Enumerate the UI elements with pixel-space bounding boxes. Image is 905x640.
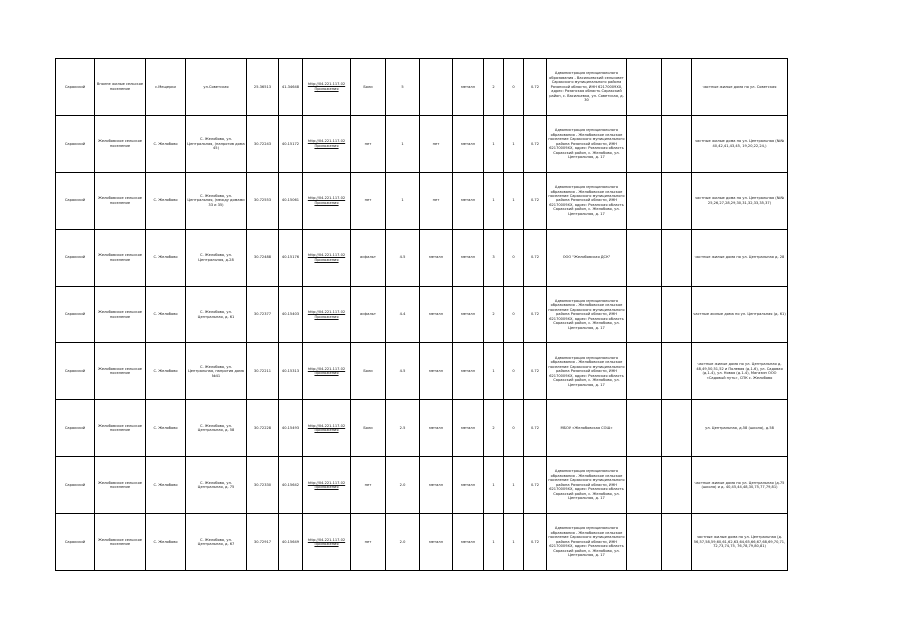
container-count2-cell: 0 bbox=[504, 400, 524, 457]
settlement-cell: Желобовское сельское поселение bbox=[95, 115, 146, 172]
volume-cell: 0.72 bbox=[524, 514, 547, 571]
settlement-cell: Желобовское сельское поселение bbox=[95, 400, 146, 457]
owner-cell: Администрация муниципального образования - Васильевский сельсовет Саракского муниципального района Рязанской области, ИНН 62170009XX, адрес: Рязанская область Саракский район, с. Васильевка, ул. Советская, д. 30 bbox=[547, 59, 627, 116]
longitude-cell: 40.15642 bbox=[279, 457, 303, 514]
container-count-cell: 1 bbox=[484, 115, 504, 172]
empty-cell-b bbox=[662, 59, 692, 116]
settlement-cell: Желобовское сельское поселение bbox=[95, 229, 146, 286]
district-cell: Саракский bbox=[56, 172, 95, 229]
settlement-cell: Желобовское сельское поселение bbox=[95, 172, 146, 229]
link-cell[interactable]: http://04.221.117.02 Приложения bbox=[303, 59, 351, 116]
surface-cell: асфальт bbox=[351, 286, 386, 343]
source-cell: частные жилые дома по ул. Центральная (д.75 (школа) и д. 40,45,44,48,30,75,77,79,81) bbox=[692, 457, 788, 514]
empty-cell-a bbox=[627, 400, 662, 457]
district-cell: Саракский bbox=[56, 457, 95, 514]
empty-cell-b bbox=[662, 400, 692, 457]
link-cell[interactable]: http://04.221.117.02 Приложения bbox=[303, 514, 351, 571]
locality-cell: С. Желобово bbox=[146, 400, 186, 457]
latitude-cell: 30.72917 bbox=[247, 514, 279, 571]
material-cell: металл bbox=[453, 457, 484, 514]
container-count2-cell: 0 bbox=[504, 286, 524, 343]
container-count-cell: 1 bbox=[484, 172, 504, 229]
owner-cell: Администрация муниципального образования - Желобовское сельское поселение Саракского муниципального района Рязанской области, ИНН 62170009XX, адрес: Рязанская область Саракский район, с. Желобово, ул. Центральная, д. 17 bbox=[547, 172, 627, 229]
container-count-cell: 2 bbox=[484, 59, 504, 116]
surface-cell: нет bbox=[351, 514, 386, 571]
empty-cell-b bbox=[662, 115, 692, 172]
empty-cell-a bbox=[627, 514, 662, 571]
material-cell: металл bbox=[453, 229, 484, 286]
address-cell: С. Желобово, ул. Центральная, д. 75 bbox=[186, 457, 247, 514]
fence-cell: металл bbox=[420, 514, 453, 571]
container-count-cell: 3 bbox=[484, 229, 504, 286]
latitude-cell: 30.72377 bbox=[247, 286, 279, 343]
material-cell: металл bbox=[453, 400, 484, 457]
fence-cell: металл bbox=[420, 229, 453, 286]
empty-cell-a bbox=[627, 172, 662, 229]
table-row bbox=[56, 229, 788, 286]
link-cell[interactable]: http://04.221.117.02 Приложения bbox=[303, 115, 351, 172]
empty-cell-a bbox=[627, 115, 662, 172]
owner-cell: Администрация муниципального образования - Желобовское сельское поселение Саракского муниципального района Рязанской области, ИНН 62170009XX, адрес: Рязанская область Саракский район, с. Желобово, ул. Центральная, д. 17 bbox=[547, 457, 627, 514]
surface-cell: асфальт bbox=[351, 229, 386, 286]
district-cell: Саракский bbox=[56, 229, 95, 286]
fence-cell: металл bbox=[420, 343, 453, 400]
material-cell: металл bbox=[453, 59, 484, 116]
material-cell: металл bbox=[453, 115, 484, 172]
latitude-cell: 30.72211 bbox=[247, 343, 279, 400]
container-count2-cell: 1 bbox=[504, 457, 524, 514]
area-cell: 2.5 bbox=[386, 400, 420, 457]
table-row bbox=[56, 514, 788, 571]
surface-cell: Боли bbox=[351, 343, 386, 400]
material-cell: металл bbox=[453, 514, 484, 571]
source-cell: частные жилые дома по ул. Центральная (№№ 40,42,41,43,45, 19,20,22,24,) bbox=[692, 115, 788, 172]
locality-cell: С. Желобово bbox=[146, 343, 186, 400]
empty-cell-a bbox=[627, 229, 662, 286]
empty-cell-b bbox=[662, 229, 692, 286]
district-cell: Саракский bbox=[56, 343, 95, 400]
locality-cell: С. Желобово bbox=[146, 457, 186, 514]
locality-cell: С. Желобово bbox=[146, 115, 186, 172]
link-cell[interactable]: http://04.221.117.02 Приложения bbox=[303, 229, 351, 286]
surface-cell: Боли bbox=[351, 400, 386, 457]
latitude-cell: 25.36513 bbox=[247, 59, 279, 116]
latitude-cell: 30.72488 bbox=[247, 229, 279, 286]
table-row bbox=[56, 286, 788, 343]
owner-cell: Администрация муниципального образования - Желобовское сельское поселение Саракского муниципального района Рязанской области, ИНН 62170009XX, адрес: Рязанская область Саракский район, с. Желобово, ул. Центральная, д. 17 bbox=[547, 286, 627, 343]
owner-cell: Администрация муниципального образования - Желобовское сельское поселение Саракского муниципального района Рязанской области, ИНН 62170009XX, адрес: Рязанская область Саракский район, с. Желобово, ул. Центральная, д. 17 bbox=[547, 343, 627, 400]
material-cell: металл bbox=[453, 172, 484, 229]
table-row bbox=[56, 457, 788, 514]
longitude-cell: 40.15649 bbox=[279, 514, 303, 571]
latitude-cell: 30.72553 bbox=[247, 172, 279, 229]
area-cell: 2.0 bbox=[386, 457, 420, 514]
longitude-cell: 40.15176 bbox=[279, 229, 303, 286]
address-cell: С. Желобово, ул. Центральная, д. 61 bbox=[186, 286, 247, 343]
district-cell: Саракский bbox=[56, 59, 95, 116]
link-cell[interactable]: http://04.221.117.02 Приложения bbox=[303, 457, 351, 514]
fence-cell: нет bbox=[420, 172, 453, 229]
volume-cell: 0.72 bbox=[524, 172, 547, 229]
longitude-cell: 40.15061 bbox=[279, 172, 303, 229]
settlement-cell: Желобовское сельское поселение bbox=[95, 343, 146, 400]
container-count-cell: 1 bbox=[484, 514, 504, 571]
latitude-cell: 30.72243 bbox=[247, 115, 279, 172]
surface-cell: нет bbox=[351, 457, 386, 514]
district-cell: Саракский bbox=[56, 286, 95, 343]
volume-cell: 0.72 bbox=[524, 457, 547, 514]
volume-cell: 0.72 bbox=[524, 115, 547, 172]
link-cell[interactable]: http://04.221.117.02 Приложения bbox=[303, 286, 351, 343]
empty-cell-a bbox=[627, 286, 662, 343]
container-count2-cell: 0 bbox=[504, 229, 524, 286]
surface-cell: нет bbox=[351, 172, 386, 229]
container-count-cell: 1 bbox=[484, 343, 504, 400]
link-cell[interactable]: http://04.221.117.02 Приложения bbox=[303, 400, 351, 457]
area-cell: 1 bbox=[386, 115, 420, 172]
volume-cell: 0.72 bbox=[524, 286, 547, 343]
latitude-cell: 30.72228 bbox=[247, 400, 279, 457]
empty-cell-a bbox=[627, 343, 662, 400]
table-row bbox=[56, 172, 788, 229]
district-cell: Саракский bbox=[56, 400, 95, 457]
address-cell: С. Желобово, ул. Центральная, напротив дома №41 bbox=[186, 343, 247, 400]
source-cell: ул. Центральная, д.58 (школа), д.58 bbox=[692, 400, 788, 457]
table-row bbox=[56, 115, 788, 172]
table-row bbox=[56, 343, 788, 400]
longitude-cell: 40.15313 bbox=[279, 343, 303, 400]
container-count2-cell: 0 bbox=[504, 59, 524, 116]
material-cell: металл bbox=[453, 286, 484, 343]
owner-cell: Администрация муниципального образования - Желобовское сельское поселение Саракского муниципального района Рязанской области, ИНН 62170009XX, адрес: Рязанская область Саракский район, с. Желобово, ул. Центральная, д. 17 bbox=[547, 514, 627, 571]
source-cell: частные жилые дома по ул. Центральная (д. 56,57,58,59,60,61,62,63,64,65,66,67,68,69,70,71,72,73,74,75, 76,78,79,80,81) bbox=[692, 514, 788, 571]
locality-cell: С. Желобово bbox=[146, 229, 186, 286]
link-cell[interactable]: http://04.221.117.02 Приложения bbox=[303, 343, 351, 400]
table-row bbox=[56, 59, 788, 116]
locality-cell: С. Желобово bbox=[146, 172, 186, 229]
surface-cell: Боли bbox=[351, 59, 386, 116]
table-row bbox=[56, 400, 788, 457]
area-cell: 4.5 bbox=[386, 229, 420, 286]
district-cell: Саракский bbox=[56, 115, 95, 172]
surface-cell: нет bbox=[351, 115, 386, 172]
longitude-cell: 40.15493 bbox=[279, 400, 303, 457]
fence-cell: металл bbox=[420, 400, 453, 457]
address-cell: С. Желобово, ул. Центральная, (напротив дома 45) bbox=[186, 115, 247, 172]
container-count2-cell: 1 bbox=[504, 115, 524, 172]
registry-table bbox=[55, 58, 788, 571]
empty-cell-b bbox=[662, 457, 692, 514]
container-count-cell: 1 bbox=[484, 457, 504, 514]
container-count2-cell: 0 bbox=[504, 343, 524, 400]
material-cell: металл bbox=[453, 343, 484, 400]
address-cell: С. Желобово, ул. Центральная, (между домами 33 и 35) bbox=[186, 172, 247, 229]
volume-cell: 0.72 bbox=[524, 59, 547, 116]
address-cell: С. Желобово, ул. Центральная, д. 67 bbox=[186, 514, 247, 571]
container-count2-cell: 1 bbox=[504, 172, 524, 229]
source-cell: частные жилые дома по ул. Центральная (д. 61) bbox=[692, 286, 788, 343]
volume-cell: 0.72 bbox=[524, 400, 547, 457]
fence-cell bbox=[420, 59, 453, 116]
settlement-cell: Желобовское сельское поселение bbox=[95, 514, 146, 571]
container-count-cell: 2 bbox=[484, 400, 504, 457]
volume-cell: 0.72 bbox=[524, 343, 547, 400]
empty-cell-b bbox=[662, 286, 692, 343]
source-cell: частные жилые дома по ул. Центральная (№№ 25,26,27,28,29,30,31,32,33,35,37) bbox=[692, 172, 788, 229]
fence-cell: нет bbox=[420, 115, 453, 172]
address-cell: С. Желобово, ул. Центральная, д.28 bbox=[186, 229, 247, 286]
owner-cell: МБОУ «Желобовская СОШ» bbox=[547, 400, 627, 457]
empty-cell-b bbox=[662, 172, 692, 229]
volume-cell: 0.72 bbox=[524, 229, 547, 286]
fence-cell: металл bbox=[420, 457, 453, 514]
owner-cell: Администрация муниципального образования - Желобовское сельское поселение Саракского муниципального района Рязанской области, ИНН 62170009XX, адрес: Рязанская область Саракский район, с. Желобово, ул. Центральная, д. 17 bbox=[547, 115, 627, 172]
locality-cell: с.Мещерки bbox=[146, 59, 186, 116]
area-cell: 4.4 bbox=[386, 286, 420, 343]
address-cell: ул.Советская bbox=[186, 59, 247, 116]
container-count-cell: 2 bbox=[484, 286, 504, 343]
container-count2-cell: 1 bbox=[504, 514, 524, 571]
locality-cell: С. Желобово bbox=[146, 514, 186, 571]
fence-cell: металл bbox=[420, 286, 453, 343]
link-cell[interactable]: http://04.221.117.02 Приложения bbox=[303, 172, 351, 229]
longitude-cell: 41.34648 bbox=[279, 59, 303, 116]
owner-cell: ООО "Желобовская ДСК" bbox=[547, 229, 627, 286]
empty-cell-a bbox=[627, 59, 662, 116]
area-cell: 4.5 bbox=[386, 343, 420, 400]
empty-cell-b bbox=[662, 343, 692, 400]
area-cell: 2.0 bbox=[386, 514, 420, 571]
district-cell: Саракский bbox=[56, 514, 95, 571]
source-cell: частные жилые дома по ул. Советская bbox=[692, 59, 788, 116]
empty-cell-a bbox=[627, 457, 662, 514]
settlement-cell: Желобовское сельское поселение bbox=[95, 457, 146, 514]
longitude-cell: 40.15403 bbox=[279, 286, 303, 343]
source-cell: частные жилые дома по ул. Центральная д. 28 bbox=[692, 229, 788, 286]
settlement-cell: Желобовское сельское поселение bbox=[95, 286, 146, 343]
source-cell: частные жилые дома по ул. Центральная д. 48,49,50,51,52 и Полевая (д.1-6), ул. Садовая (д.1-4), ул. Новая (д.1-4), Магазин ООО «Садовый путь», СПК с. Желобово bbox=[692, 343, 788, 400]
longitude-cell: 40.15172 bbox=[279, 115, 303, 172]
table-body bbox=[56, 59, 788, 571]
area-cell: 5 bbox=[386, 59, 420, 116]
address-cell: С. Желобово, ул. Центральная, д. 58 bbox=[186, 400, 247, 457]
area-cell: 1 bbox=[386, 172, 420, 229]
settlement-cell: Вполне жилые сельское поселение bbox=[95, 59, 146, 116]
latitude-cell: 30.72330 bbox=[247, 457, 279, 514]
locality-cell: С. Желобово bbox=[146, 286, 186, 343]
empty-cell-b bbox=[662, 514, 692, 571]
